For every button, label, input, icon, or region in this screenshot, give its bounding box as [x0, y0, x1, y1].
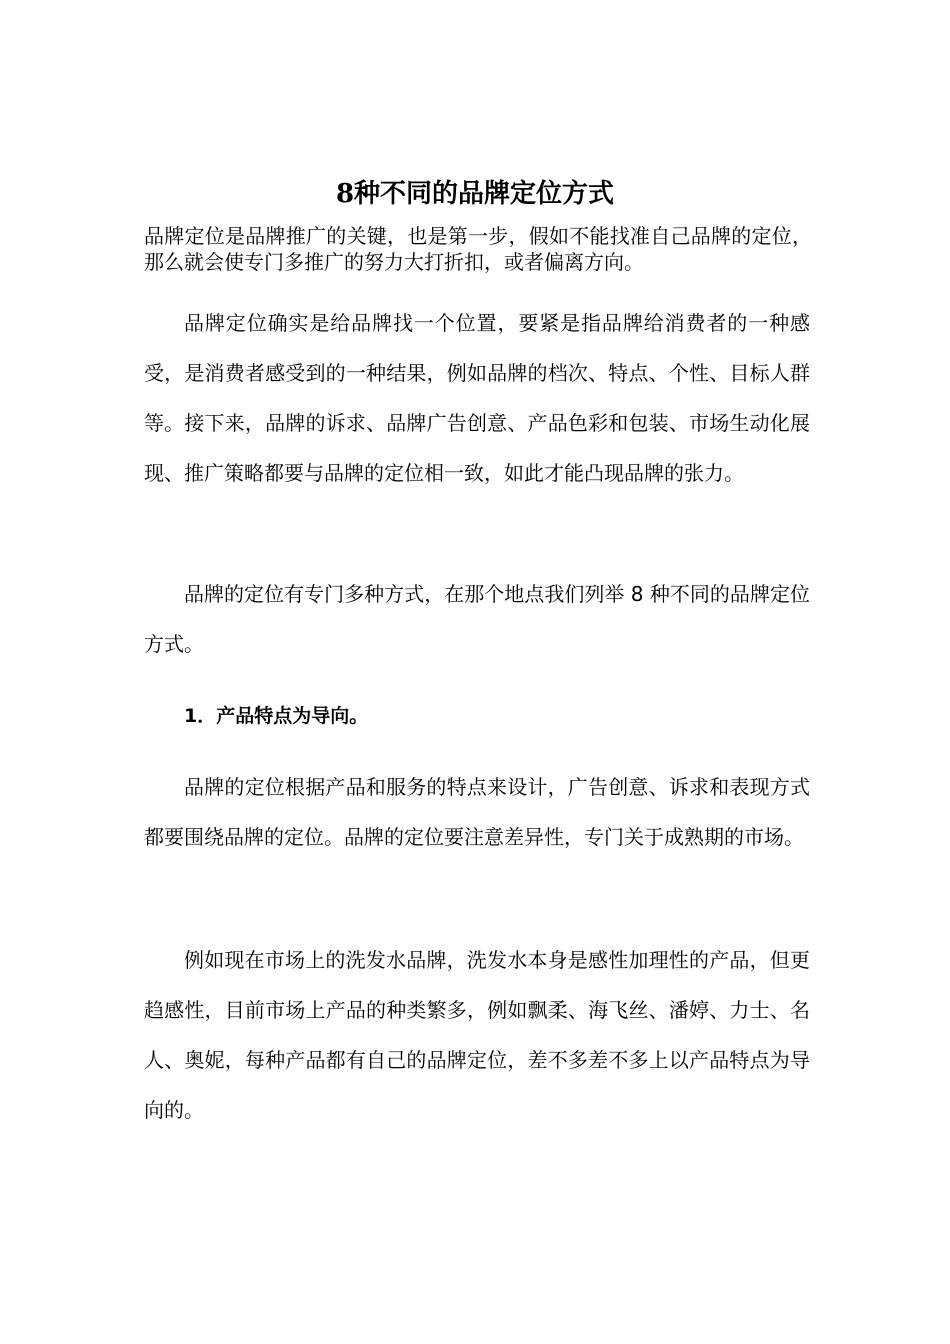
section-paragraph-1: 品牌的定位根据产品和服务的特点来设计，广告创意、诉求和表现方式都要围绕品牌的定位。品牌的定位要注意差异性，专门关于成熟期的市场。 — [144, 775, 810, 849]
section-paragraph-2: 例如现在市场上的洗发水品牌，洗发水本身是感性加理性的产品，但更趋感性，目前市场上产品的种类繁多，例如飘柔、海飞丝、潘婷、力士、名人、奥妮，每种产品都有自己的品牌定位，差不多差不多上以产品特点为导向的。 — [144, 948, 810, 1122]
section-heading: 1．产品特点为导向。 — [184, 705, 369, 727]
body-paragraph-1: 品牌定位确实是给品牌找一个位置，要紧是指品牌给消费者的一种感受，是消费者感受到的一种结果，例如品牌的档次、特点、个性、目标人群等。接下来，品牌的诉求、品牌广告创意、产品色彩和包装、市场生动化展现、推广策略都要与品牌的定位相一致，如此才能凸现品牌的张力。 — [144, 311, 810, 485]
intro-paragraph: 品牌定位是品牌推广的关键，也是第一步，假如不能找准自己品牌的定位，那么就会使专门多推广的努力大打折扣，或者偏离方向。 — [144, 224, 812, 274]
body-paragraph-2: 品牌的定位有专门多种方式，在那个地点我们列举 8 种不同的品牌定位方式。 — [144, 582, 810, 656]
document-title: 8种不同的品牌定位方式 — [335, 179, 615, 209]
